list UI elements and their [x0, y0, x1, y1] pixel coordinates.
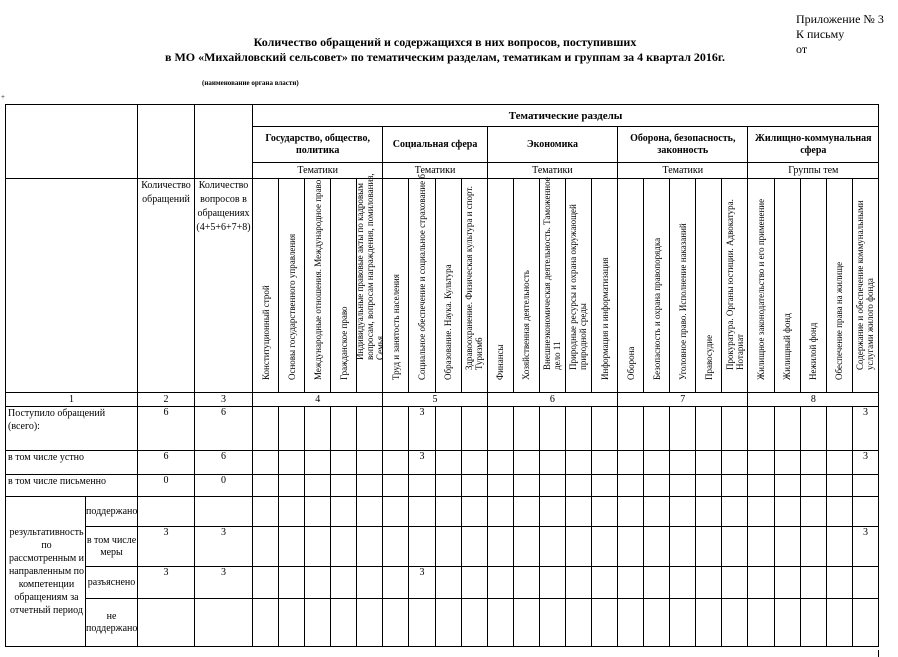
- topic-value-cell: [800, 599, 826, 647]
- topic-value-cell: [618, 599, 644, 647]
- topic-value-cell: [331, 451, 357, 475]
- topic-value-cell: [592, 567, 618, 599]
- topic-value-cell: [305, 451, 331, 475]
- topic-value-cell: [253, 407, 279, 451]
- topic-value-cell: [592, 497, 618, 527]
- topic-header: [826, 179, 852, 393]
- topic-value-cell: [487, 527, 513, 567]
- value-cell: 3: [138, 567, 195, 599]
- topic-value-cell: [826, 407, 852, 451]
- section-sublabel: Тематики: [487, 163, 617, 179]
- blank-cell: [195, 105, 253, 179]
- topic-label: Природные ресурсы и охрана окружающей природной среды: [568, 204, 589, 370]
- topic-header: [331, 179, 357, 393]
- topic-value-cell: [852, 475, 878, 497]
- topic-value-cell: [826, 497, 852, 527]
- topic-value-cell: [592, 451, 618, 475]
- topic-header: [644, 179, 670, 393]
- result-type-label: разъяснено: [86, 567, 138, 599]
- topic-value-cell: [409, 497, 435, 527]
- topic-value-cell: [305, 407, 331, 451]
- topic-header: [354, 173, 385, 393]
- topic-value-cell: [826, 475, 852, 497]
- col-number: 1: [6, 393, 138, 407]
- topic-value-cell: [722, 475, 748, 497]
- topic-value-cell: [513, 599, 539, 647]
- topic-value-cell: [670, 567, 696, 599]
- topic-value-cell: [696, 599, 722, 647]
- topic-value-cell: [852, 567, 878, 599]
- topic-value-cell: [618, 527, 644, 567]
- value-cell: [195, 497, 253, 527]
- topic-value-cell: [383, 599, 409, 647]
- topic-value-cell: [592, 527, 618, 567]
- topic-value-cell: [565, 599, 591, 647]
- topic-value-cell: [253, 527, 279, 567]
- value-cell: [138, 497, 195, 527]
- row-label: Поступило обращений (всего):: [6, 407, 138, 451]
- topic-value-cell: [513, 407, 539, 451]
- topic-value-cell: [357, 451, 383, 475]
- topic-value-cell: [383, 475, 409, 497]
- topic-value-cell: [618, 497, 644, 527]
- section-title: Экономика: [487, 127, 617, 163]
- thematic-sections-header: Тематические разделы: [253, 105, 879, 127]
- topic-label: Правосудие: [703, 334, 714, 380]
- topic-value-cell: [565, 567, 591, 599]
- topic-value-cell: [487, 475, 513, 497]
- row-label: в том числе устно: [6, 451, 138, 475]
- topic-value-cell: 3: [852, 451, 878, 475]
- topic-value-cell: [513, 567, 539, 599]
- col-number: 7: [618, 393, 748, 407]
- topic-value-cell: [722, 527, 748, 567]
- topic-value-cell: [800, 567, 826, 599]
- appendix-note: [796, 12, 884, 57]
- topic-value-cell: [279, 475, 305, 497]
- topic-value-cell: [513, 475, 539, 497]
- section-title: Жилищно-коммунальная сфера: [748, 127, 879, 163]
- corner-cell: [6, 105, 138, 179]
- topic-label: Внешнеэкономическая деятельность. Таможенное дело 11: [542, 177, 563, 370]
- topic-label: Жилищное законодательство и его применение: [756, 198, 767, 380]
- topic-value-cell: [461, 527, 487, 567]
- topic-label: Уголовное право. Исполнение наказаний: [677, 223, 688, 380]
- col-number: 2: [138, 393, 195, 407]
- topic-header: [696, 179, 722, 393]
- topic-label: Оборона: [625, 346, 636, 380]
- table-edge-mark-bottom: [878, 650, 879, 657]
- value-cell: 6: [138, 407, 195, 451]
- section-title: Социальная сфера: [383, 127, 487, 163]
- topic-value-cell: [487, 407, 513, 451]
- table-edge-mark: [878, 394, 879, 408]
- topic-value-cell: [774, 451, 800, 475]
- value-cell: 3: [138, 527, 195, 567]
- topic-value-cell: [826, 599, 852, 647]
- topic-value-cell: [774, 599, 800, 647]
- section-title: Оборона, безопасность, законность: [618, 127, 748, 163]
- topic-value-cell: [592, 475, 618, 497]
- topic-value-cell: [487, 567, 513, 599]
- topic-label: Образование. Наука. Культура: [443, 264, 454, 380]
- topic-value-cell: [357, 599, 383, 647]
- topic-value-cell: [331, 475, 357, 497]
- topic-value-cell: [592, 599, 618, 647]
- topic-value-cell: [539, 451, 565, 475]
- topic-value-cell: [748, 451, 774, 475]
- blank-cell: [6, 179, 138, 393]
- topic-value-cell: [253, 451, 279, 475]
- topic-value-cell: [305, 599, 331, 647]
- section-sublabel: Тематики: [383, 163, 487, 179]
- topic-value-cell: [513, 451, 539, 475]
- value-cell: 6: [138, 451, 195, 475]
- topic-value-cell: 3: [409, 407, 435, 451]
- topic-value-cell: [774, 407, 800, 451]
- topic-value-cell: [565, 527, 591, 567]
- topic-value-cell: [383, 451, 409, 475]
- topic-value-cell: [331, 497, 357, 527]
- topic-value-cell: [644, 451, 670, 475]
- topic-value-cell: [722, 599, 748, 647]
- topic-label: Основы государственного управления: [286, 233, 297, 380]
- topic-header: [592, 179, 618, 393]
- topic-header: [670, 179, 696, 393]
- appendix-line-2: К письму: [796, 27, 845, 41]
- topic-value-cell: [644, 599, 670, 647]
- topic-value-cell: [305, 567, 331, 599]
- topic-value-cell: [279, 497, 305, 527]
- row-label: в том числе письменно: [6, 475, 138, 497]
- topic-value-cell: [383, 407, 409, 451]
- org-name-caption: (наименование органа власти): [202, 79, 299, 87]
- topic-value-cell: [774, 475, 800, 497]
- statistics-table: [5, 104, 879, 647]
- topic-value-cell: [644, 407, 670, 451]
- count-questions-header: Количество вопросов в обращениях (4+5+6+7+8): [195, 179, 253, 393]
- topic-value-cell: [644, 527, 670, 567]
- topic-value-cell: [539, 599, 565, 647]
- topic-value-cell: [461, 497, 487, 527]
- topic-value-cell: [670, 475, 696, 497]
- topic-header: [852, 179, 878, 393]
- topic-value-cell: [409, 599, 435, 647]
- col-number: 5: [383, 393, 487, 407]
- topic-label: Индивидуальные правовые акты по кадровым вопросам, вопросам награждения, помилования, Семья: [354, 173, 385, 360]
- topic-value-cell: [722, 451, 748, 475]
- topic-value-cell: [279, 599, 305, 647]
- topic-header: [774, 179, 800, 393]
- value-cell: [195, 599, 253, 647]
- topic-value-cell: [774, 567, 800, 599]
- topic-value-cell: [513, 527, 539, 567]
- topic-value-cell: [487, 451, 513, 475]
- topic-header: [800, 179, 826, 393]
- topic-value-cell: [383, 527, 409, 567]
- topic-label: Нежилой фонд: [808, 322, 819, 380]
- topic-value-cell: [357, 497, 383, 527]
- topic-header: [618, 179, 644, 393]
- topic-value-cell: [696, 567, 722, 599]
- topic-value-cell: [383, 497, 409, 527]
- count-appeals-header: Количество обращений: [138, 179, 195, 393]
- topic-value-cell: [748, 497, 774, 527]
- appendix-line-3: от: [796, 42, 808, 56]
- topic-value-cell: [774, 497, 800, 527]
- topic-header: [435, 179, 461, 393]
- topic-value-cell: [435, 497, 461, 527]
- topic-value-cell: [253, 497, 279, 527]
- topic-value-cell: [670, 407, 696, 451]
- topic-value-cell: [696, 407, 722, 451]
- topic-value-cell: [279, 407, 305, 451]
- topic-value-cell: [461, 567, 487, 599]
- topic-value-cell: [253, 567, 279, 599]
- topic-value-cell: [435, 599, 461, 647]
- topic-value-cell: [539, 567, 565, 599]
- topic-label: Конституционный строй: [260, 285, 271, 380]
- topic-value-cell: [722, 497, 748, 527]
- result-type-label: не поддержано: [86, 599, 138, 647]
- topic-value-cell: [253, 475, 279, 497]
- title-line-2: в МО «Михайловский сельсовет» по тематическим разделам, тематикам и группам за 4 квартал 2016г.: [164, 50, 726, 64]
- topic-value-cell: [435, 527, 461, 567]
- blank-cell: [138, 105, 195, 179]
- topic-value-cell: [696, 475, 722, 497]
- topic-header: [383, 179, 409, 393]
- topic-header: [409, 174, 435, 393]
- col-number: 6: [487, 393, 617, 407]
- topic-value-cell: [305, 527, 331, 567]
- topic-value-cell: [513, 497, 539, 527]
- topic-header: [748, 179, 774, 393]
- section-sublabel: Группы тем: [748, 163, 879, 179]
- value-cell: [138, 599, 195, 647]
- topic-value-cell: [435, 475, 461, 497]
- topic-value-cell: [592, 407, 618, 451]
- topic-value-cell: [670, 599, 696, 647]
- topic-header: [279, 179, 305, 393]
- value-cell: 0: [195, 475, 253, 497]
- topic-value-cell: [696, 497, 722, 527]
- topic-value-cell: [800, 497, 826, 527]
- topic-value-cell: [748, 407, 774, 451]
- topic-label: Международные отношения. Международное право: [312, 179, 323, 380]
- topic-header: [722, 179, 748, 393]
- topic-value-cell: [305, 497, 331, 527]
- value-cell: 3: [195, 527, 253, 567]
- topic-header: [513, 179, 539, 393]
- topic-value-cell: [748, 527, 774, 567]
- topic-label: Здравоохранение. Физическая культура и спорт. Туризм6: [464, 186, 485, 370]
- topic-value-cell: [487, 599, 513, 647]
- topic-value-cell: [357, 567, 383, 599]
- topic-value-cell: [800, 407, 826, 451]
- topic-value-cell: [696, 451, 722, 475]
- topic-value-cell: [357, 475, 383, 497]
- topic-value-cell: [826, 451, 852, 475]
- topic-value-cell: [357, 407, 383, 451]
- result-label: результативность по рассмотренным и направленным по компетенции обращениям за отчетный период: [6, 497, 86, 647]
- topic-label: Жилищный фонд: [782, 313, 793, 380]
- topic-value-cell: [331, 527, 357, 567]
- appendix-line-1: Приложение № 3: [796, 12, 884, 26]
- topic-value-cell: [331, 407, 357, 451]
- topic-value-cell: [826, 527, 852, 567]
- topic-label: Хозяйственная деятельность: [521, 270, 532, 380]
- result-type-label: в том числе меры: [86, 527, 138, 567]
- table-move-handle[interactable]: +: [1, 93, 5, 101]
- topic-value-cell: [383, 567, 409, 599]
- topic-value-cell: [565, 497, 591, 527]
- topic-value-cell: [618, 567, 644, 599]
- topic-label: Информация и информатизация: [599, 257, 610, 380]
- topic-label: Финансы: [495, 344, 506, 380]
- topic-value-cell: [461, 475, 487, 497]
- topic-value-cell: [670, 451, 696, 475]
- topic-value-cell: [748, 599, 774, 647]
- topic-header: [305, 179, 331, 393]
- topic-label: Содержание и обеспечение коммунальными услугами жилого фонда: [855, 200, 876, 370]
- topic-value-cell: [618, 475, 644, 497]
- section-sublabel: Тематики: [618, 163, 748, 179]
- topic-value-cell: [409, 475, 435, 497]
- topic-value-cell: [748, 567, 774, 599]
- result-type-label: поддержано: [86, 497, 138, 527]
- value-cell: 3: [195, 567, 253, 599]
- topic-value-cell: [565, 475, 591, 497]
- title-line-1: Количество обращений и содержащихся в них вопросов, поступивших: [253, 35, 637, 49]
- value-cell: 0: [138, 475, 195, 497]
- value-cell: 6: [195, 407, 253, 451]
- col-number: 3: [195, 393, 253, 407]
- section-title: Государство, общество, политика: [253, 127, 383, 163]
- topic-value-cell: 3: [409, 567, 435, 599]
- topic-value-cell: [539, 475, 565, 497]
- topic-value-cell: [461, 599, 487, 647]
- topic-value-cell: [487, 497, 513, 527]
- topic-value-cell: [539, 527, 565, 567]
- col-number: 8: [748, 393, 879, 407]
- topic-value-cell: 3: [852, 527, 878, 567]
- topic-value-cell: [539, 497, 565, 527]
- value-cell: 6: [195, 451, 253, 475]
- topic-value-cell: [670, 497, 696, 527]
- topic-value-cell: 3: [409, 451, 435, 475]
- topic-value-cell: [800, 475, 826, 497]
- topic-value-cell: [722, 567, 748, 599]
- topic-value-cell: [565, 451, 591, 475]
- section-sublabel: Тематики: [253, 163, 383, 179]
- topic-value-cell: [435, 407, 461, 451]
- topic-value-cell: [800, 451, 826, 475]
- topic-header: [253, 179, 279, 393]
- topic-value-cell: [461, 451, 487, 475]
- topic-value-cell: [618, 407, 644, 451]
- topic-value-cell: [826, 567, 852, 599]
- topic-value-cell: [748, 475, 774, 497]
- topic-value-cell: [279, 567, 305, 599]
- topic-value-cell: 3: [852, 407, 878, 451]
- topic-value-cell: [565, 407, 591, 451]
- topic-header: [565, 179, 591, 393]
- topic-value-cell: [409, 527, 435, 567]
- topic-label: Труд и занятость населения: [390, 274, 401, 380]
- topic-value-cell: [800, 527, 826, 567]
- topic-value-cell: [331, 567, 357, 599]
- topic-value-cell: [852, 599, 878, 647]
- topic-value-cell: [644, 497, 670, 527]
- topic-label: Прокуратура. Органы юстиции. Адвокатура. Нотариат: [724, 199, 745, 370]
- topic-value-cell: [696, 527, 722, 567]
- topic-label: Безопасность и охрана правопорядка: [651, 237, 662, 380]
- topic-value-cell: [539, 407, 565, 451]
- topic-value-cell: [435, 567, 461, 599]
- topic-header: [539, 179, 565, 393]
- topic-value-cell: [279, 451, 305, 475]
- topic-value-cell: [253, 599, 279, 647]
- topic-value-cell: [331, 599, 357, 647]
- topic-label: Гражданское право: [338, 306, 349, 380]
- topic-value-cell: [357, 527, 383, 567]
- topic-label: Обеспечение права на жилище: [834, 261, 845, 380]
- document-title: [120, 35, 770, 65]
- topic-value-cell: [644, 475, 670, 497]
- topic-value-cell: [852, 497, 878, 527]
- col-number: 4: [253, 393, 383, 407]
- topic-value-cell: [774, 527, 800, 567]
- topic-header: [461, 179, 487, 393]
- topic-value-cell: [435, 451, 461, 475]
- topic-value-cell: [279, 527, 305, 567]
- topic-value-cell: [461, 407, 487, 451]
- topic-value-cell: [644, 567, 670, 599]
- topic-value-cell: [305, 475, 331, 497]
- topic-value-cell: [670, 527, 696, 567]
- topic-label: Социальное обеспечение и социальное страхование б: [417, 174, 427, 380]
- topic-value-cell: [722, 407, 748, 451]
- topic-header: [487, 179, 513, 393]
- topic-value-cell: [618, 451, 644, 475]
